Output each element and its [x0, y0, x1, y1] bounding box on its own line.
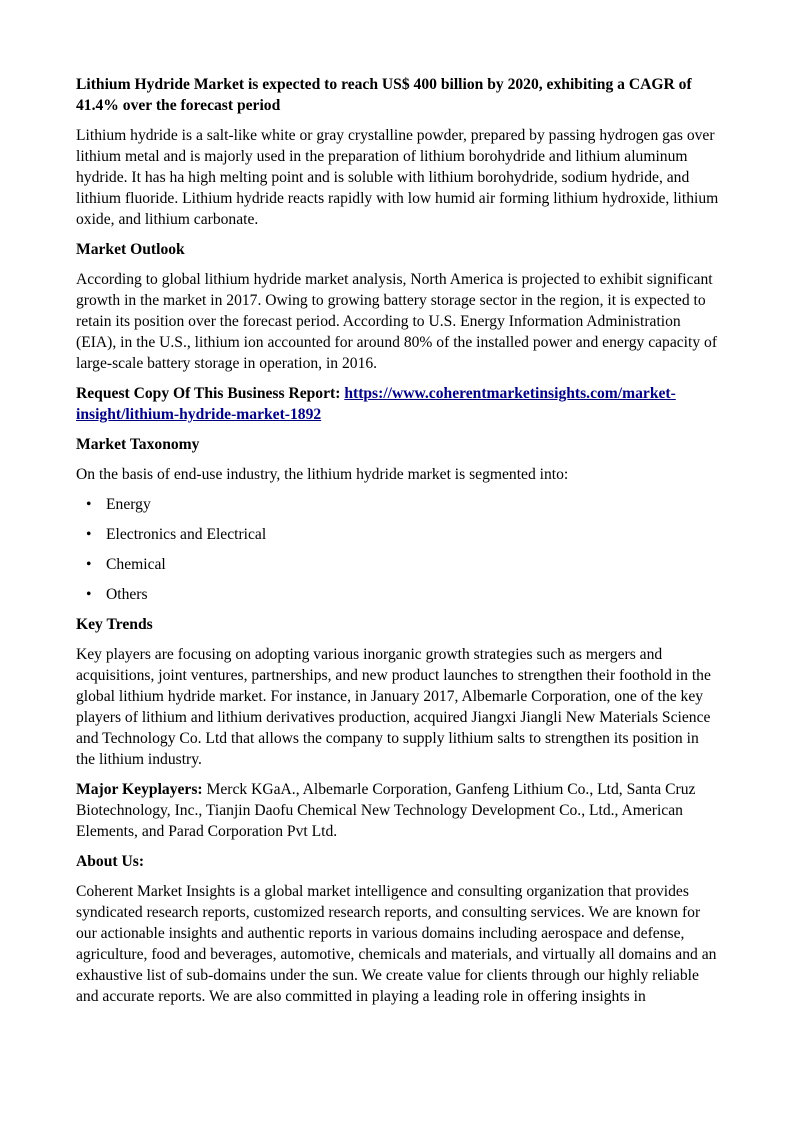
key-trends-heading: Key Trends: [76, 616, 153, 633]
about-us-heading: About Us:: [76, 853, 145, 870]
major-keyplayers-label: Major Keyplayers:: [76, 781, 203, 798]
segment-label: Electronics and Electrical: [106, 526, 267, 543]
segment-list: [76, 494, 720, 605]
document-title: Lithium Hydride Market is expected to reach US$ 400 billion by 2020, exhibiting a CAGR of 41.4% over the forecast period: [76, 76, 692, 114]
list-item: [76, 494, 720, 515]
market-taxonomy-heading: Market Taxonomy: [76, 436, 200, 453]
segment-label: Chemical: [106, 556, 166, 573]
market-taxonomy-intro: On the basis of end-use industry, the lithium hydride market is segmented into:: [76, 466, 569, 483]
bullet-icon: •: [86, 496, 92, 513]
key-trends-paragraph: Key players are focusing on adopting various inorganic growth strategies such as mergers and acquisitions, joint ventures, partnerships, and new product launches to strengthen their foothold in the global lithium hydride market. For instance, in January 2017, Albemarle Corporation, one of the key players of lithium and lithium derivatives production, acquired Jiangxi Jiangli New Materials Science and Technology Co. Ltd that allows the company to supply lithium salts to strengthen its position in the lithium industry.: [76, 646, 711, 768]
major-keyplayers-paragraph: [76, 779, 720, 842]
request-copy-paragraph: [76, 383, 720, 425]
market-outlook-heading: Market Outlook: [76, 241, 185, 258]
segment-label: Others: [106, 586, 148, 603]
request-copy-label: Request Copy Of This Business Report:: [76, 385, 341, 402]
about-us-paragraph: Coherent Market Insights is a global market intelligence and consulting organization that provides syndicated research reports, customized research reports, and consulting services. We are known for our actionable insights and authentic reports in various domains including aerospace and defense, agriculture, food and beverages, automotive, chemicals and materials, and virtually all domains and an exhaustive list of sub-domains under the sun. We create value for clients through our highly reliable and accurate reports. We are also committed in playing a leading role in offering insights in: [76, 883, 717, 1005]
list-item: [76, 554, 720, 575]
intro-paragraph: Lithium hydride is a salt-like white or gray crystalline powder, prepared by passing hydrogen gas over lithium metal and is majorly used in the preparation of lithium borohydride and lithium aluminum hydride. It has ha high melting point and is soluble with lithium borohydride, sodium hydride, and lithium fluoride. Lithium hydride reacts rapidly with low humid air forming lithium hydroxide, lithium oxide, and lithium carbonate.: [76, 127, 719, 228]
list-item: [76, 584, 720, 605]
bullet-icon: •: [86, 586, 92, 603]
major-keyplayers-text: Merck KGaA., Albemarle Corporation, Ganfeng Lithium Co., Ltd, Santa Cruz Biotechnology, Inc., Tianjin Daofu Chemical New Technology Development Co., Ltd., American Elements, and Parad Corporation Pvt Ltd.: [76, 781, 696, 840]
list-item: [76, 524, 720, 545]
segment-label: Energy: [106, 496, 151, 513]
bullet-icon: •: [86, 556, 92, 573]
document-page: [76, 74, 720, 1016]
market-outlook-paragraph: According to global lithium hydride market analysis, North America is projected to exhibit significant growth in the market in 2017. Owing to growing battery storage sector in the region, it is expected to retain its position over the forecast period. According to U.S. Energy Information Administration (EIA), in the U.S., lithium ion accounted for around 80% of the installed power and energy capacity of large-scale battery storage in operation, in 2016.: [76, 271, 718, 372]
bullet-icon: •: [86, 526, 92, 543]
report-link[interactable]: https://www.coherentmarketinsights.com/market-insight/lithium-hydride-market-1892: [76, 385, 676, 423]
